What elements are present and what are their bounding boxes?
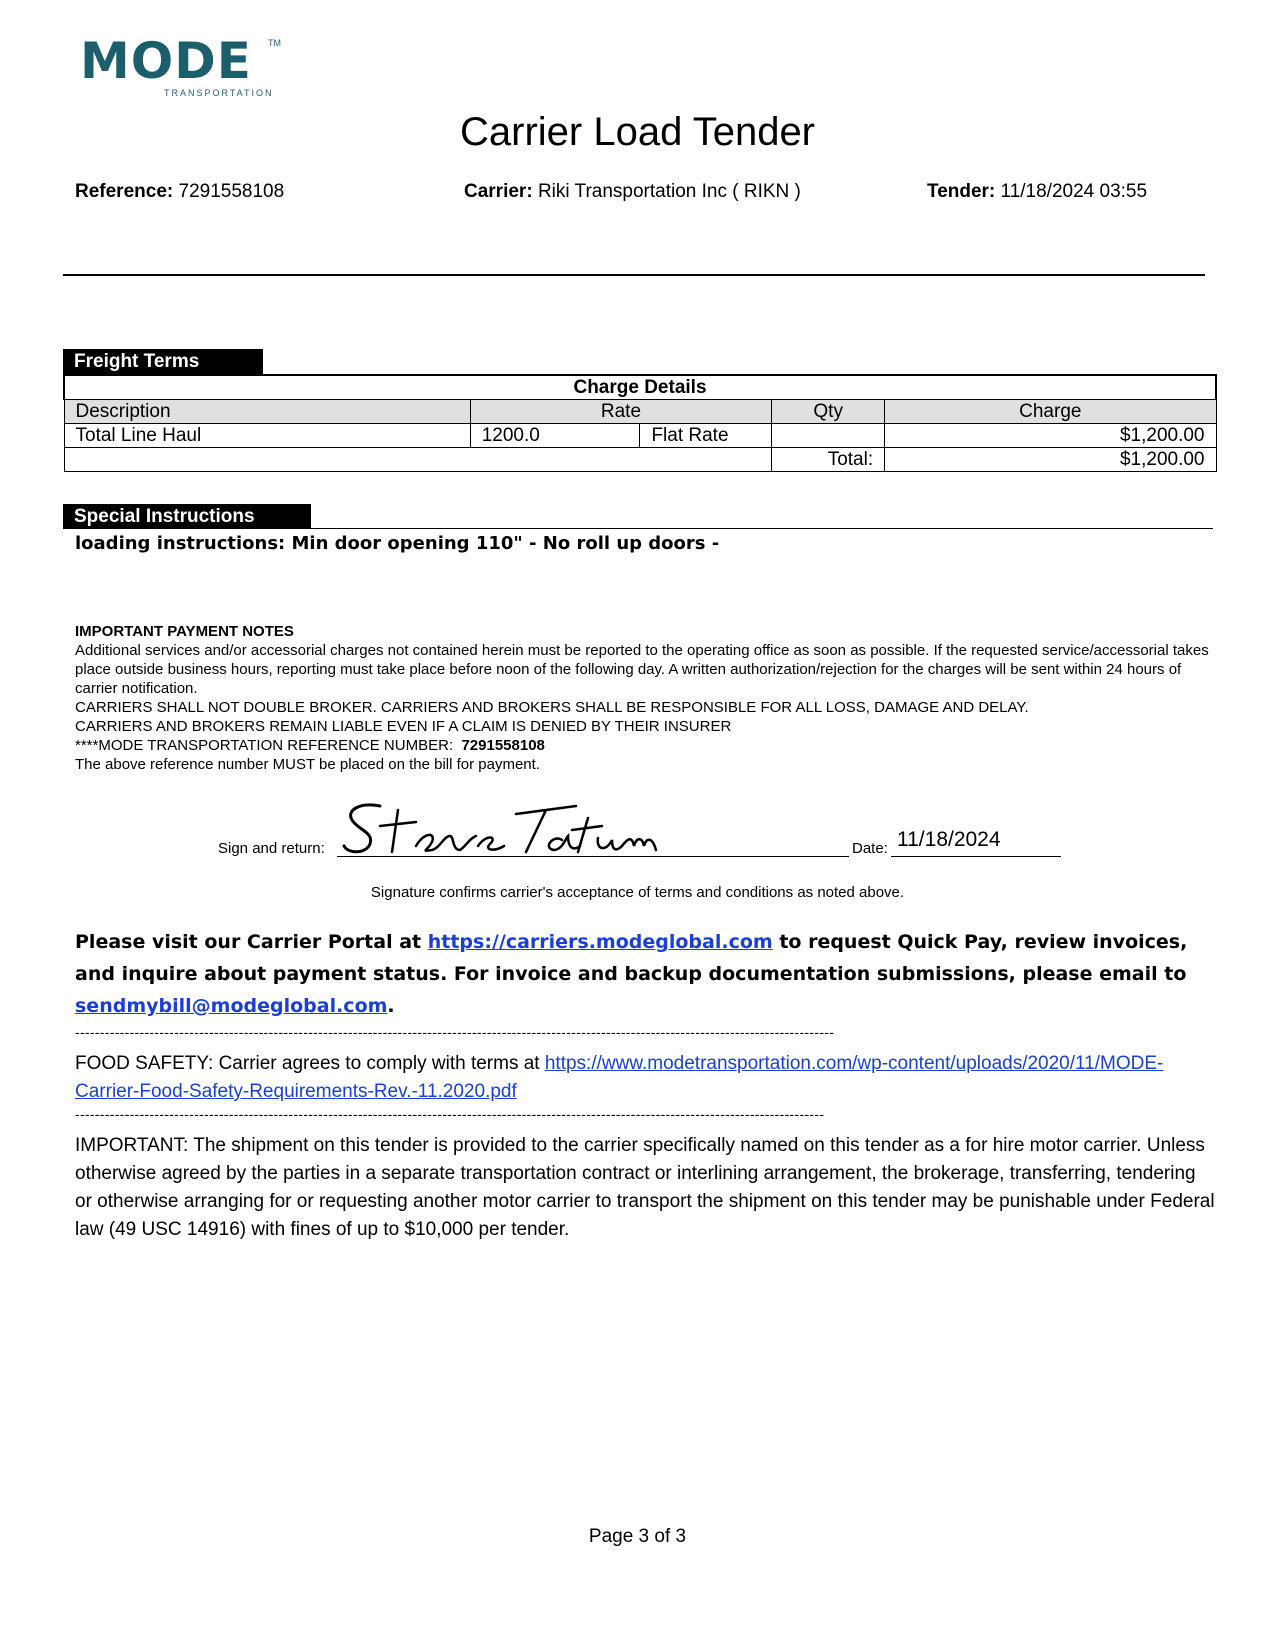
portal-text-pre: Please visit our Carrier Portal at [75,931,428,953]
carrier-portal-link[interactable]: https://carriers.modeglobal.com [427,931,773,953]
special-instructions-label: Special Instructions [63,504,311,529]
liability-note: CARRIERS AND BROKERS REMAIN LIABLE EVEN IF A CLAIM IS DENIED BY THEIR INSURER [75,718,732,735]
tender-value: 11/18/2024 03:55 [1000,181,1148,202]
row-rate: 1200.0 [470,424,640,448]
row-charge: $1,200.00 [885,424,1216,448]
portal-text-post: . [387,995,395,1017]
reference-number-value: 7291558108 [461,737,545,754]
handwritten-signature [340,796,700,862]
carrier-field [464,180,801,204]
total-spacer [64,448,772,472]
col-description: Description [64,400,470,424]
reference-number-prefix: ****MODE TRANSPORTATION REFERENCE NUMBER: [75,737,454,754]
freight-terms-label: Freight Terms [63,349,263,374]
row-qty [772,424,885,448]
total-value: $1,200.00 [885,448,1216,472]
food-safety-paragraph [75,1050,1215,1106]
signature-date: 11/18/2024 [897,828,1001,851]
carrier-value: Riki Transportation Inc ( RIKN ) [537,181,801,202]
special-instructions-text: loading instructions: Min door opening 110" - No roll up doors - [75,533,720,554]
page-number: Page 3 of 3 [588,1526,687,1547]
portal-text-mid: to request Quick Pay, review invoices, and inquire about payment status. For invoice and backup documentation submissions, please email to [75,931,1188,985]
food-safety-link[interactable]: https://www.modetransportation.com/wp-content/uploads/2020/11/MODE-Carrier-Food-Safety-Requirements-Rev.-11.2020.pdf [75,1053,1164,1102]
tender-field [927,180,1147,204]
carrier-portal-paragraph [75,926,1215,1022]
col-rate: Rate [470,400,772,424]
table-row [64,424,1216,448]
row-rate-type: Flat Rate [640,424,772,448]
reference-label: Reference: [75,181,174,202]
tender-label: Tender: [927,181,996,202]
document-title: Carrier Load Tender [459,110,816,154]
payment-notes [75,622,1215,774]
charge-details-table [63,374,1217,472]
col-charge: Charge [885,400,1216,424]
dashed-separator: --------------------------------------------------------------------------------------------------------------------------------------------------------- [75,1024,835,1040]
signature-confirm-text: Signature confirms carrier's acceptance of terms and conditions as noted above. [370,884,905,901]
row-description: Total Line Haul [64,424,470,448]
bill-reference-note: The above reference number MUST be placed on the bill for payment. [75,756,540,773]
total-label: Total: [772,448,885,472]
col-qty: Qty [772,400,885,424]
sign-return-label: Sign and return: [218,840,325,857]
charge-details-caption: Charge Details [64,375,1216,400]
total-row [64,448,1216,472]
important-notice: IMPORTANT: The shipment on this tender is provided to the carrier specifically named on this tender as a for hire motor carrier. Unless otherwise agreed by the parties in a separate transportation contract or interlining arrangement, the brokerage, transferring, tendering or otherwise arranging for or requesting another motor carrier to transport the shipment on this tender may be punishable under Federal law (49 USC 14916) with fines of up to $10,000 per tender. [75,1135,1215,1240]
header-divider [63,274,1205,276]
dashed-separator: ------------------------------------------------------------------------------------------------------------------------------------------------------- [75,1106,825,1122]
no-double-broker-note: CARRIERS SHALL NOT DOUBLE BROKER. CARRIERS AND BROKERS SHALL BE RESPONSIBLE FOR ALL LOSS, DAMAGE AND DELAY. [75,699,1029,716]
food-safety-text: FOOD SAFETY: Carrier agrees to comply with terms at [75,1053,545,1074]
logo-subtitle: TRANSPORTATION [164,88,274,98]
reference-field [75,180,284,204]
reference-number-line [75,736,1215,755]
special-instructions-divider [63,528,1213,529]
logo-trademark: TM [268,38,281,48]
mode-logo [80,32,281,106]
reference-value: 7291558108 [178,181,285,202]
carrier-label: Carrier: [464,181,533,202]
logo-wordmark: MODE [80,32,252,90]
date-label: Date: [852,840,888,857]
payment-notes-paragraph: Additional services and/or accessorial charges not contained herein must be reported to the operating office as soon as possible. If the requested service/accessorial takes place outside business hours, reporting must take place before noon of the following day. A written authorization/rejection for the charges will be sent within 24 hours of carrier notification. [75,642,1209,697]
date-line [891,856,1061,857]
payment-notes-heading: IMPORTANT PAYMENT NOTES [75,623,294,640]
billing-email-link[interactable]: sendmybill@modeglobal.com [75,995,388,1017]
